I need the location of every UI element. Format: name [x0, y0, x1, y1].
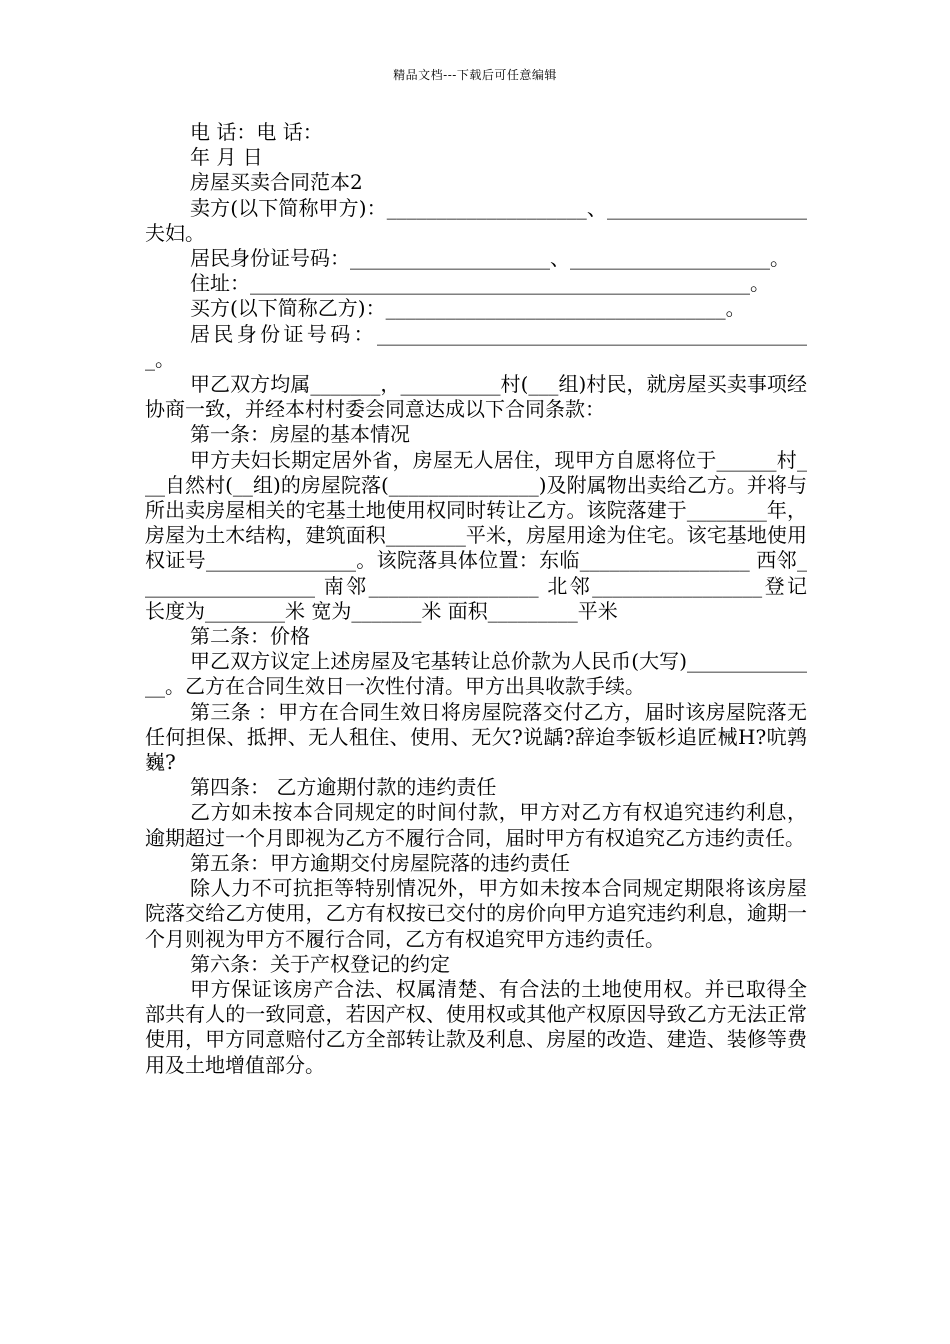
article-4-heading: 第四条： 乙方逾期付款的违约责任 [190, 775, 497, 800]
paragraph-phone: 电 话：电 话： [190, 120, 323, 144]
article-2-heading: 第二条：价格 [190, 624, 310, 649]
paragraph-seller: 卖方(以下简称甲方)：____________________、____________________夫妇。 [145, 195, 807, 245]
document-title: 房屋买卖合同范本2 [190, 170, 363, 195]
paragraph-buyer-id: 居民身份证号码：____________________________________________。 [145, 321, 807, 371]
article-4-body: 乙方如未按本合同规定的时间付款，甲方对乙方有权追究违约利息，逾期超过一个月即视为乙方不履行合同，届时甲方有权追究乙方违约责任。 [145, 800, 807, 850]
paragraph-date: 年 月 日 [190, 145, 263, 170]
article-6-body: 甲方保证该房产合法、权属清楚、有合法的土地使用权。并已取得全部共有人的一致同意，若因产权、使用权或其他产权原因导致乙方无法正常使用，甲方同意赔付乙方全部转让款及利息、房屋的改造、建造、装修等费用及土地增值部分。 [145, 976, 807, 1077]
article-5-heading: 第五条：甲方逾期交付房屋院落的违约责任 [190, 850, 570, 875]
article-2-body: 甲乙双方议定上述房屋及宅基转让总价款为人民币(大写)______________。乙方在合同生效日一次性付清。甲方出具收款手续。 [145, 649, 807, 699]
article-6-heading: 第六条：关于产权登记的约定 [190, 951, 450, 976]
page-header: 精品文档---下载后可任意编辑 [393, 68, 557, 82]
paragraph-intro: 甲乙双方均属_______，__________村(___组)村民，就房屋买卖事项经协商一致，并经本村村委会同意达成以下合同条款： [145, 372, 807, 422]
article-5-body: 除人力不可抗拒等特别情况外，甲方如未按本合同规定期限将该房屋院落交给乙方使用，乙方有权按已交付的房价向甲方追究违约利息，逾期一个月则视为甲方不履行合同，乙方有权追究甲方违约责任。 [145, 876, 807, 951]
paragraph-buyer: 买方(以下简称乙方)：__________________________________。 [190, 296, 746, 321]
article-1-heading: 第一条：房屋的基本情况 [190, 422, 410, 447]
article-1-body: 甲方夫妇长期定居外省，房屋无人居住，现甲方自愿将位于______村___自然村(__组)的房屋院落(_______________)及附属物出卖给乙方。并将与所出卖房屋相关的宅基土地使用权同时转让乙方。该院落建于________年，房屋为土木结构，建筑面积________平米，房屋用途为住宅。该宅基地使用权证号_______________。该院落具体位置：东临_________________ 西邻__________________ 南邻_________________ 北邻_________________登记长度为________米 宽为_______米 面积_________平米 [145, 447, 807, 623]
document-body [145, 120, 807, 1078]
paragraph-seller-id: 居民身份证号码：____________________、____________________。 [190, 246, 790, 271]
paragraph-address: 住址：__________________________________________________。 [190, 271, 770, 296]
article-3-body: 第三条 ：甲方在合同生效日将房屋院落交付乙方，届时该房屋院落无任何担保、抵押、无人租住、使用、无欠?说龋?辞迨李钣杉追匠械H?吭鹑巍? [145, 699, 807, 775]
